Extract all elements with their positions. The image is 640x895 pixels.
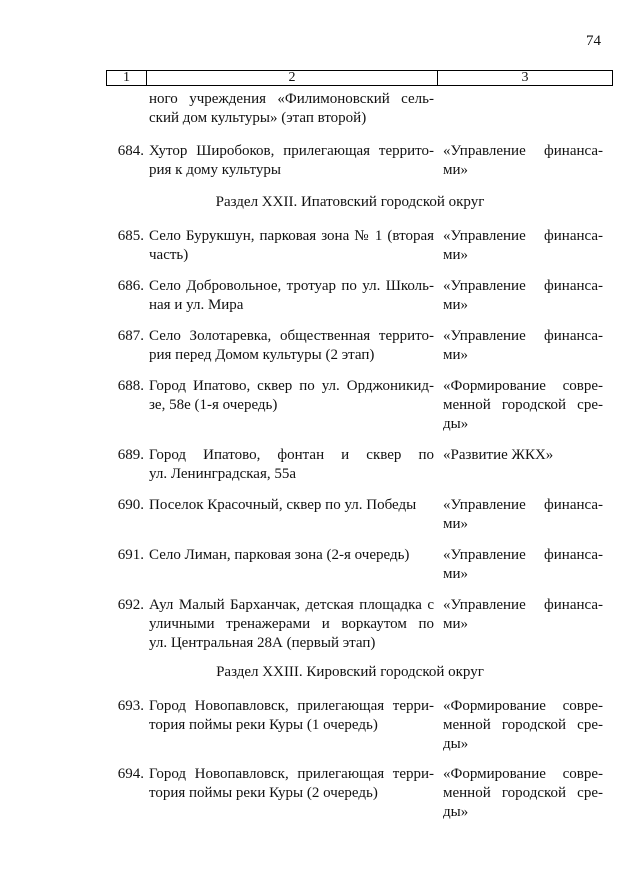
- row-number: 689.: [117, 447, 144, 463]
- program-line: ды»: [443, 804, 469, 820]
- program-line: «Управление финанса-: [443, 228, 603, 244]
- row-number: 693.: [117, 698, 144, 714]
- program-cell: [443, 697, 603, 754]
- row-number: 691.: [117, 547, 144, 563]
- program-line: менной городской сре-: [443, 785, 603, 801]
- program-cell: [443, 496, 603, 534]
- row-number: 694.: [117, 766, 144, 782]
- object-line: зе, 58е (1-я очередь): [149, 397, 278, 413]
- program-line: ми»: [443, 566, 469, 582]
- object-cell: [149, 446, 434, 484]
- row-number: 686.: [117, 278, 144, 294]
- object-line: Поселок Красочный, сквер по ул. Победы: [149, 497, 417, 513]
- object-line: ский дом культуры» (этап второй): [149, 110, 367, 126]
- object-line: уличными тренажерами и воркаутом по: [149, 616, 434, 632]
- program-line: ми»: [443, 347, 469, 363]
- section-title: Раздел XXIII. Кировский городской округ: [216, 664, 484, 680]
- program-line: «Развитие ЖКХ»: [443, 447, 554, 463]
- object-cell: [149, 227, 434, 265]
- program-line: ми»: [443, 247, 469, 263]
- program-line: ми»: [443, 516, 469, 532]
- object-cell: [149, 765, 434, 803]
- object-cell: [149, 496, 434, 515]
- program-line: «Управление финанса-: [443, 547, 603, 563]
- object-line: Город Ипатово, фонтан и сквер по: [149, 447, 434, 463]
- program-line: менной городской сре-: [443, 717, 603, 733]
- program-cell: [443, 227, 603, 265]
- program-cell: [443, 277, 603, 315]
- program-line: «Формирование совре-: [443, 766, 603, 782]
- section-title: Раздел XXII. Ипатовский городской округ: [215, 194, 485, 210]
- program-line: менной городской сре-: [443, 397, 603, 413]
- object-cell: [149, 277, 434, 315]
- object-line: тория поймы реки Куры (1 очередь): [149, 717, 378, 733]
- program-line: «Формирование совре-: [443, 698, 603, 714]
- program-cell: [443, 546, 603, 584]
- object-line: ная и ул. Мира: [149, 297, 244, 313]
- object-line: рия к дому культуры: [149, 162, 281, 178]
- object-line: Хутор Широбоков, прилегающая террито-: [149, 143, 434, 159]
- object-line: часть): [149, 247, 189, 263]
- object-line: Город Ипатово, сквер по ул. Орджоникид-: [149, 378, 434, 394]
- program-line: ми»: [443, 162, 469, 178]
- program-line: ды»: [443, 736, 469, 752]
- header-col-1: 1: [107, 71, 147, 85]
- row-number: 687.: [117, 328, 144, 344]
- program-line: «Управление финанса-: [443, 143, 603, 159]
- object-line: Село Бурукшун, парковая зона № 1 (вторая: [149, 228, 434, 244]
- page-number: 74: [586, 33, 601, 49]
- object-line: Село Лиман, парковая зона (2-я очередь): [149, 547, 410, 563]
- program-line: «Управление финанса-: [443, 328, 603, 344]
- program-line: ми»: [443, 616, 469, 632]
- section-heading: [0, 193, 640, 212]
- program-cell: [443, 446, 603, 465]
- header-col-3: 3: [521, 70, 529, 85]
- object-cell: [149, 596, 434, 653]
- program-cell: [443, 596, 603, 634]
- table-header: [106, 70, 613, 86]
- section-heading: [0, 663, 640, 682]
- row-number: 688.: [117, 378, 144, 394]
- object-cell: [149, 377, 434, 415]
- object-line: рия перед Домом культуры (2 этап): [149, 347, 375, 363]
- row-number: 690.: [117, 497, 144, 513]
- object-line: тория поймы реки Куры (2 очередь): [149, 785, 378, 801]
- program-line: «Управление финанса-: [443, 597, 603, 613]
- row-number: 685.: [117, 228, 144, 244]
- header-col-2: 2: [147, 71, 438, 85]
- object-cell: [149, 90, 434, 128]
- program-cell: [443, 142, 603, 180]
- object-cell: [149, 142, 434, 180]
- object-line: Аул Малый Барханчак, детская площадка с: [149, 597, 434, 613]
- object-line: Село Золотаревка, общественная террито-: [149, 328, 434, 344]
- object-line: ул. Ленинградская, 55а: [149, 466, 297, 482]
- program-line: «Управление финанса-: [443, 278, 603, 294]
- program-line: ми»: [443, 297, 469, 313]
- program-line: ды»: [443, 416, 469, 432]
- object-cell: [149, 327, 434, 365]
- object-line: Село Добровольное, тротуар по ул. Школь-: [149, 278, 434, 294]
- program-line: «Формирование совре-: [443, 378, 603, 394]
- object-line: ного учреждения «Филимоновский сель-: [149, 91, 434, 107]
- program-line: «Управление финанса-: [443, 497, 603, 513]
- object-cell: [149, 546, 434, 565]
- program-cell: [443, 327, 603, 365]
- program-cell: [443, 765, 603, 822]
- row-number: 684.: [117, 143, 144, 159]
- object-cell: [149, 697, 434, 735]
- program-cell: [443, 377, 603, 434]
- object-line: Город Новопавловск, прилегающая терри-: [149, 698, 434, 714]
- object-line: Город Новопавловск, прилегающая терри-: [149, 766, 434, 782]
- object-line: ул. Центральная 28А (первый этап): [149, 635, 376, 651]
- row-number: 692.: [117, 597, 144, 613]
